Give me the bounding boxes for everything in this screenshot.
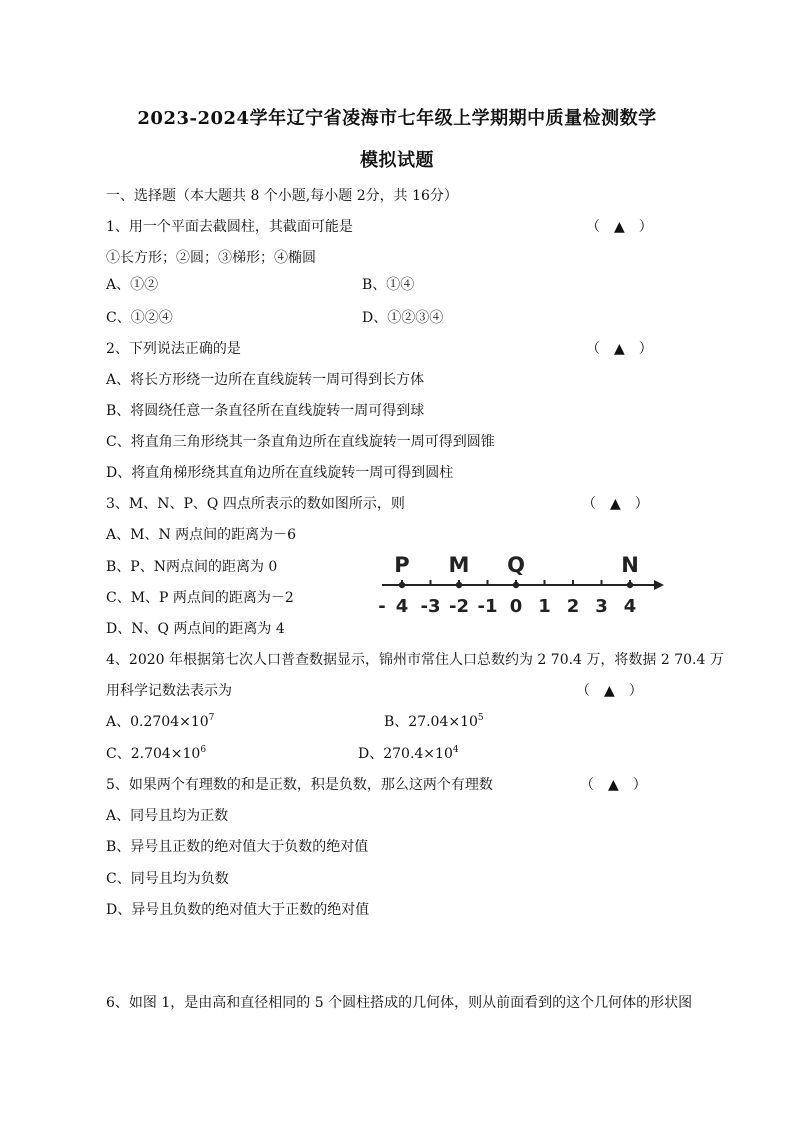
number-line-point bbox=[627, 582, 633, 588]
q3-option-c: C、M、P 两点间的距离为－2 bbox=[106, 590, 294, 606]
q4-option-c bbox=[106, 743, 206, 763]
q4-option-d-base: D、270.4×10 bbox=[358, 746, 453, 762]
number-line-point-label: P bbox=[394, 553, 410, 577]
q5-answer-mark: （ ▲ ） bbox=[580, 777, 647, 793]
number-line-point-label: Q bbox=[507, 553, 525, 577]
q1-answer-mark: （ ▲ ） bbox=[586, 219, 653, 235]
q3-option-b: B、P、N两点间的距离为 0 bbox=[106, 559, 278, 575]
number-line-figure bbox=[378, 548, 668, 620]
q4-option-c-exp: 6 bbox=[200, 745, 207, 755]
q4-option-b-base: B、27.04×10 bbox=[384, 714, 478, 730]
q4-option-b bbox=[384, 711, 484, 731]
number-line-tick-label: 2 bbox=[566, 596, 580, 617]
section-header: 一、选择题（本大题共 8 个小题,每小题 2分，共 16分） bbox=[106, 188, 458, 204]
q4-option-c-base: C、2.704×10 bbox=[106, 746, 201, 762]
q1-option-d: D、①②③④ bbox=[362, 310, 444, 326]
number-line-tick-label: -1 bbox=[477, 596, 498, 617]
q2-option-b: B、将圆绕任意一条直径所在直线旋转一周可得到球 bbox=[106, 403, 425, 419]
number-line-arrow bbox=[654, 580, 664, 590]
number-line-point-label: M bbox=[448, 553, 470, 577]
q1-option-a: A、①② bbox=[106, 277, 159, 293]
number-line-tick-label: 4 bbox=[395, 596, 409, 617]
q5-option-c: C、同号且均为负数 bbox=[106, 871, 229, 887]
number-line-minus-sign: - bbox=[378, 596, 386, 617]
q5-stem: 5、如果两个有理数的和是正数，积是负数，那么这两个有理数 bbox=[106, 777, 493, 793]
q4-stem-line2: 用科学记数法表示为 bbox=[106, 683, 232, 699]
number-line-tick-label: 4 bbox=[623, 596, 637, 617]
number-line-tick-label: -2 bbox=[449, 596, 469, 617]
number-line-point-label: N bbox=[621, 553, 639, 577]
q2-option-d: D、将直角梯形绕其直角边所在直线旋转一周可得到圆柱 bbox=[106, 465, 454, 481]
q6-stem: 6、如图 1，是由高和直径相同的 5 个圆柱搭成的几何体，则从前面看到的这个几何体的形状图 bbox=[106, 995, 693, 1011]
number-line-tick-label: 1 bbox=[538, 596, 551, 617]
q4-option-d-exp: 4 bbox=[452, 745, 459, 755]
q3-stem: 3、M、N、P、Q 四点所表示的数如图所示，则 bbox=[106, 496, 405, 512]
q2-option-c: C、将直角三角形绕其一条直角边所在直线旋转一周可得到圆锥 bbox=[106, 434, 495, 450]
q1-option-c: C、①②④ bbox=[106, 310, 173, 326]
exam-title-line2: 模拟试题 bbox=[360, 150, 434, 171]
q2-answer-mark: （ ▲ ） bbox=[586, 341, 653, 357]
number-line-tick-label: 3 bbox=[595, 596, 608, 617]
q4-option-a bbox=[106, 711, 214, 731]
q2-option-a: A、将长方形绕一边所在直线旋转一周可得到长方体 bbox=[106, 372, 425, 388]
q4-option-b-exp: 5 bbox=[477, 713, 484, 723]
q4-option-d bbox=[358, 743, 459, 763]
q4-option-a-exp: 7 bbox=[208, 713, 215, 723]
q3-option-a: A、M、N 两点间的距离为－6 bbox=[106, 527, 297, 543]
number-line-tick-label: 0 bbox=[509, 596, 523, 617]
exam-title-line1: 2023-2024学年辽宁省凌海市七年级上学期期中质量检测数学 bbox=[137, 108, 657, 129]
q3-answer-mark: （ ▲ ） bbox=[582, 496, 649, 512]
q4-stem-line1: 4、2020 年根据第七次人口普查数据显示，锦州市常住人口总数约为 2 70.4 万，将数据 2 70.4 万 bbox=[106, 652, 724, 668]
q2-stem: 2、下列说法正确的是 bbox=[106, 341, 241, 357]
q5-option-b: B、异号且正数的绝对值大于负数的绝对值 bbox=[106, 839, 369, 855]
number-line-tick-label: -3 bbox=[420, 596, 441, 617]
number-line-point bbox=[513, 582, 519, 588]
q1-stem: 1、用一个平面去截圆柱，其截面可能是 bbox=[106, 219, 353, 235]
q4-answer-mark: （ ▲ ） bbox=[576, 683, 643, 699]
q1-option-b: B、①④ bbox=[362, 277, 415, 293]
number-line-point bbox=[456, 582, 462, 588]
q1-options-line: ①长方形；②圆；③梯形；④椭圆 bbox=[106, 250, 316, 266]
number-line-point bbox=[399, 582, 405, 588]
q4-option-a-base: A、0.2704×10 bbox=[106, 714, 209, 730]
q5-option-a: A、同号且均为正数 bbox=[106, 808, 229, 824]
q3-option-d: D、N、Q 两点间的距离为 4 bbox=[106, 621, 285, 637]
q5-option-d: D、异号且负数的绝对值大于正数的绝对值 bbox=[106, 902, 370, 918]
